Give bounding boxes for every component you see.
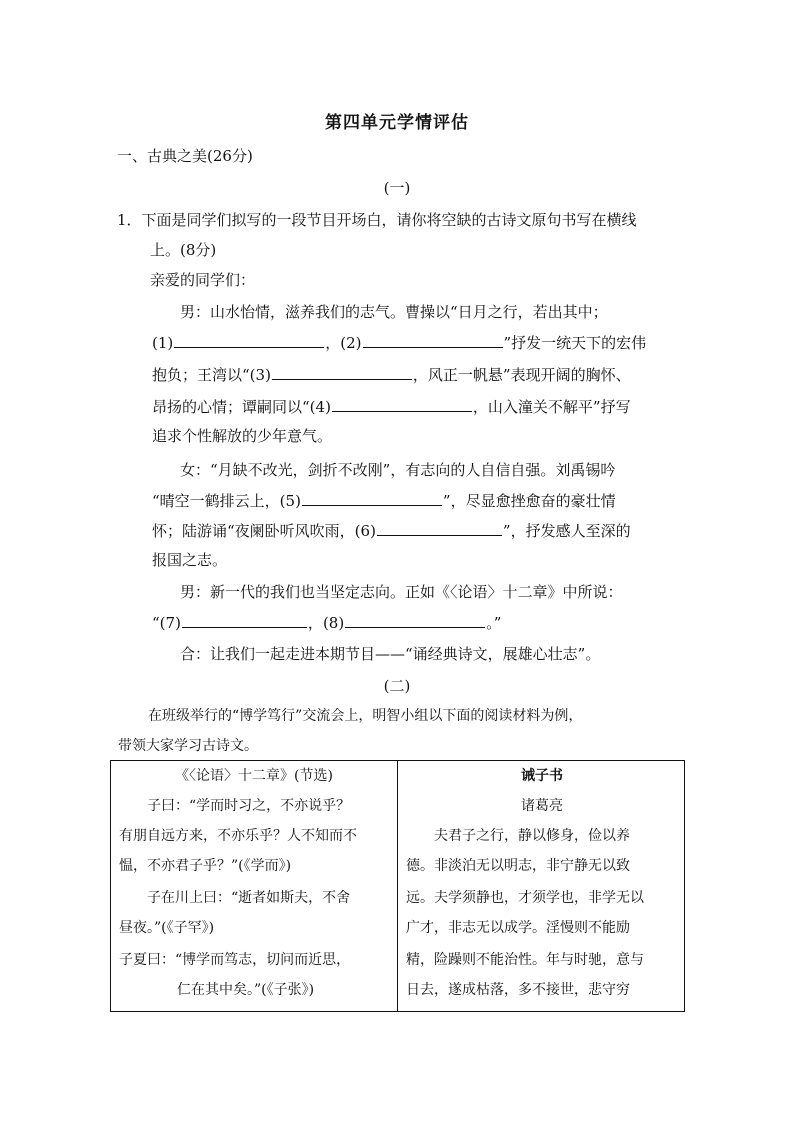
text-fragment: 昂扬的心情；谭嗣同以“ — [152, 398, 310, 416]
jiezishu-line: 夫君子之行，静以修身，俭以养 — [434, 828, 630, 844]
separator-comma: ， — [307, 614, 323, 632]
jiezishu-author: 诸葛亮 — [521, 798, 563, 814]
female-para-line-1: 女：“月缺不改光，剑折不改刚”，有志向的人自信自强。刘禹锡吟 — [180, 461, 616, 479]
male-para-1-line-2 — [152, 332, 646, 353]
blank-label-2: (2) — [340, 334, 362, 352]
text-fragment: “ — [152, 614, 160, 632]
female-para-line-4: 报国之志。 — [152, 551, 228, 569]
female-para-line-2 — [152, 490, 616, 511]
answer-blank-3[interactable] — [272, 364, 412, 380]
blank-label-3: (3) — [249, 366, 271, 384]
answer-blank-6[interactable] — [377, 520, 502, 536]
jiezishu-line: 精，险躁则不能治性。年与时驰，意与 — [406, 952, 644, 968]
lunyu-line: 子夏曰：“博学而笃志，切问而近思， — [119, 952, 351, 968]
text-fragment: ”抒发一统天下的宏伟 — [503, 334, 647, 352]
male-para-1-line-5: 追求个性解放的少年意气。 — [152, 427, 333, 445]
blank-label-7: (7) — [159, 614, 181, 632]
separator-comma: ， — [325, 334, 341, 352]
text-fragment: “晴空一鹤排云上， — [152, 492, 280, 510]
greeting: 亲爱的同学们： — [150, 271, 256, 289]
answer-blank-7[interactable] — [182, 612, 307, 628]
text-fragment: ”，尽显愈挫愈奋的豪壮情 — [442, 492, 616, 510]
lunyu-line: 昼夜。”(《子罕》) — [119, 920, 215, 936]
female-para-line-3 — [152, 520, 631, 541]
text-fragment: 抱负；王湾以“ — [152, 366, 250, 384]
blank-label-1: (1) — [152, 334, 174, 352]
section-heading: 一、古典之美(26分) — [117, 147, 253, 165]
answer-blank-5[interactable] — [302, 490, 442, 506]
part-marker-2: (二) — [383, 677, 411, 695]
jiezishu-title: 诫子书 — [521, 768, 563, 784]
lunyu-line: 有朋自远方来，不亦乐乎？人不知而不 — [119, 828, 357, 844]
jiezishu-line: 日去，遂成枯落，多不接世，悲守穷 — [406, 982, 630, 998]
lunyu-title: 《〈论语〉十二章》(节选) — [175, 768, 333, 784]
answer-blank-1[interactable] — [174, 332, 324, 348]
lunyu-line: 子曰：“学而时习之，不亦说乎？ — [147, 798, 351, 814]
male-para-1-line-3 — [152, 364, 631, 385]
text-fragment: ，山入潼关不解平”抒写 — [472, 398, 631, 416]
male-para-1-line-4 — [152, 396, 631, 417]
intro-line-1: 在班级举行的“博学笃行”交流会上，明智小组以下面的阅读材料为例， — [148, 708, 583, 724]
question-1-line-2: 上。(8分) — [150, 241, 217, 259]
male-para-2-line-1: 男：新一代的我们也当坚定志向。正如《〈论语〉十二章》中所说： — [180, 583, 623, 601]
answer-blank-2[interactable] — [363, 332, 503, 348]
text-fragment: 怀；陆游诵“夜阑卧听风吹雨， — [152, 522, 355, 540]
text-fragment: ，风正一帆悬”表现开阔的胸怀、 — [412, 366, 631, 384]
answer-blank-4[interactable] — [332, 396, 472, 412]
lunyu-cell — [111, 761, 398, 1012]
male-para-1-line-1: 男：山水怡情，滋养我们的志气。曹操以“日月之行，若出其中； — [180, 303, 608, 321]
blank-label-8: (8) — [322, 614, 345, 632]
page-title: 第四单元学情评估 — [325, 113, 469, 133]
reading-material-table — [110, 760, 685, 1012]
text-fragment: ”，抒发感人至深的 — [502, 522, 631, 540]
question-1-line-1: 1．下面是同学们拟写的一段节目开场白，请你将空缺的古诗文原句书写在横线 — [117, 211, 637, 229]
jiezishu-line: 远。夫学须静也，才须学也，非学无以 — [406, 890, 644, 906]
lunyu-line: 仁在其中矣。”(《子张》) — [177, 982, 315, 998]
jiezishu-cell — [398, 761, 685, 1012]
jiezishu-line: 德。非淡泊无以明志，非宁静无以致 — [406, 858, 630, 874]
text-fragment: 。” — [486, 614, 502, 632]
jiezishu-line: 广才，非志无以成学。淫慢则不能励 — [406, 920, 630, 936]
together-line: 合：让我们一起走进本期节目——“诵经典诗文，展雄心壮志”。 — [180, 645, 601, 663]
blank-label-6: (6) — [354, 522, 376, 540]
answer-blank-8[interactable] — [345, 612, 485, 628]
lunyu-line: 愠，不亦君子乎？”(《学而》) — [119, 858, 292, 874]
part-marker-1: (一) — [383, 179, 411, 197]
intro-line-2: 带领大家学习古诗文。 — [118, 738, 258, 754]
lunyu-line: 子在川上曰：“逝者如斯夫，不舍 — [147, 890, 351, 906]
blank-label-4: (4) — [309, 398, 331, 416]
blank-label-5: (5) — [279, 492, 301, 510]
male-para-2-line-2 — [152, 612, 501, 633]
